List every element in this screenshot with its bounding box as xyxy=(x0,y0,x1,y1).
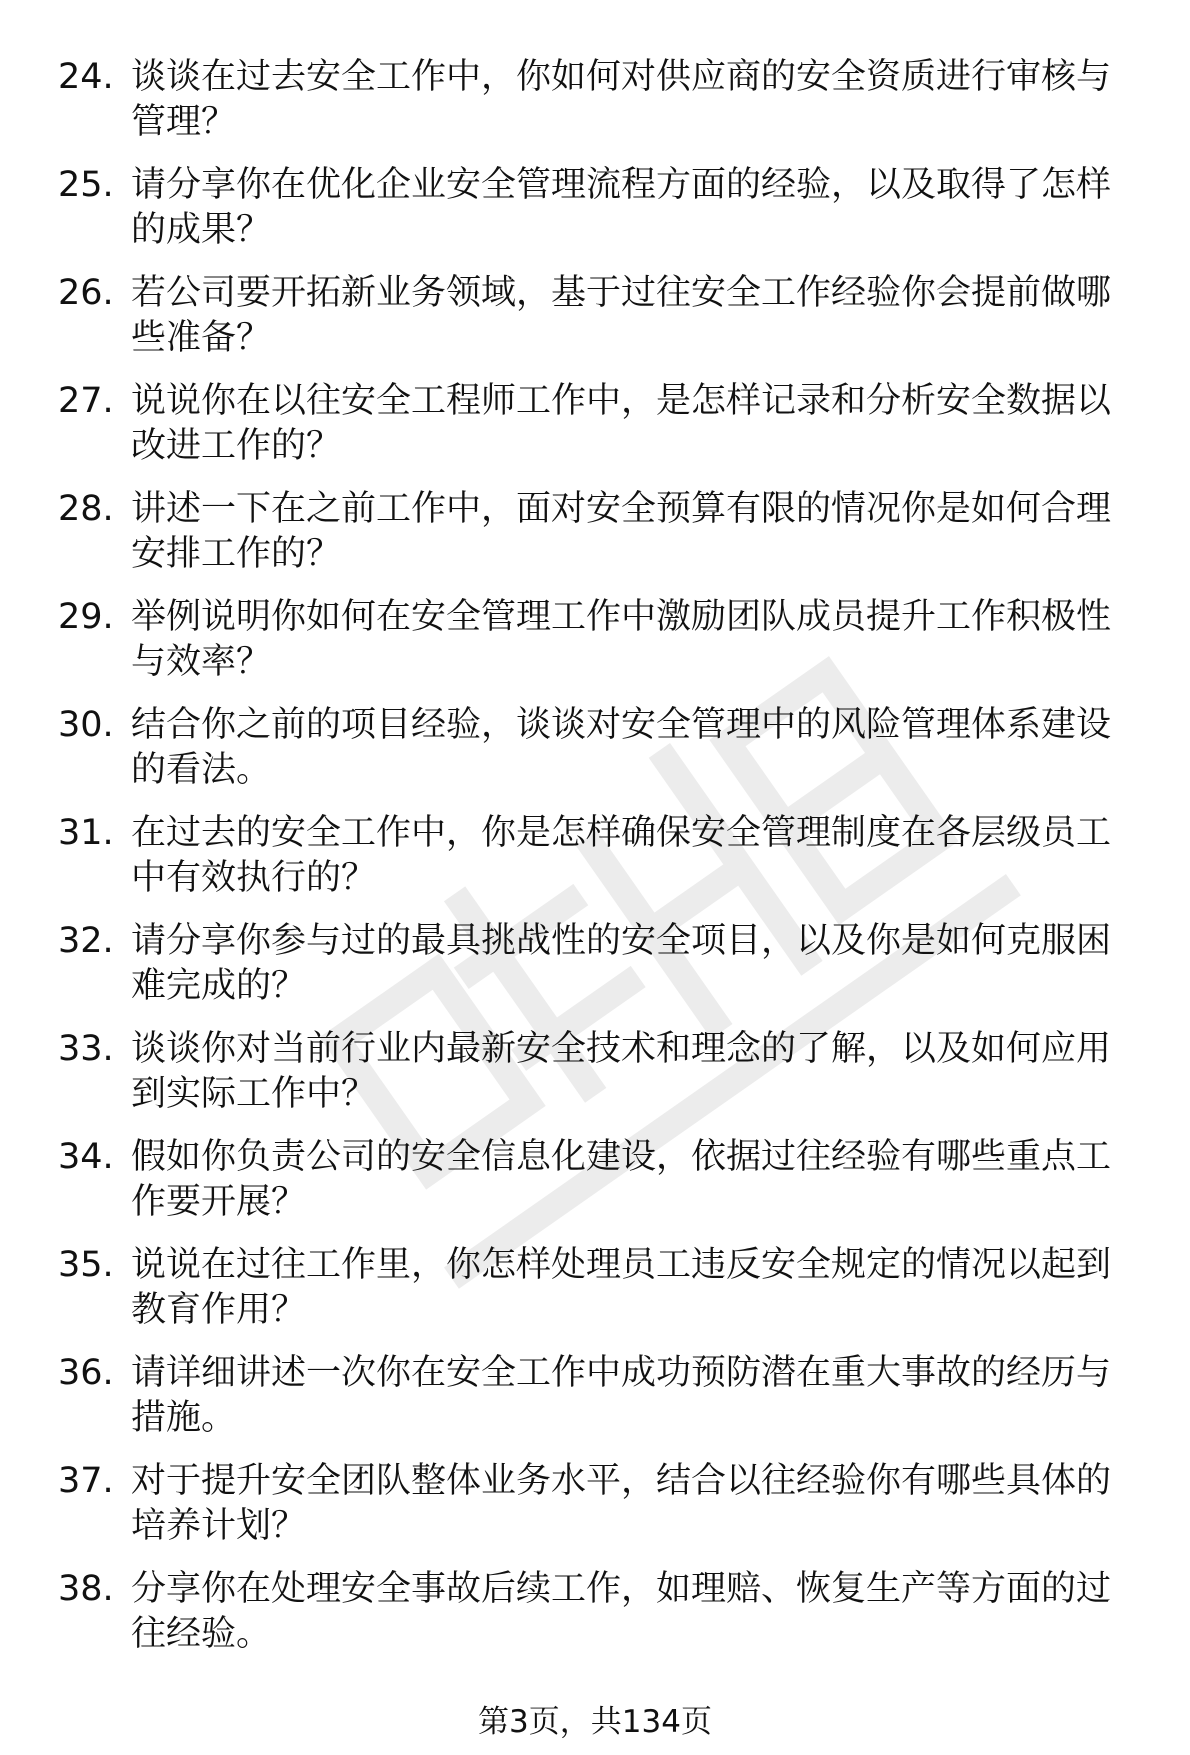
question-number: 38. xyxy=(58,1569,114,1609)
question-text: 举例说明你如何在安全管理工作中激励团队成员提升工作积极性 与效率？ xyxy=(131,597,1112,682)
question-number: 29. xyxy=(58,597,114,637)
question-text: 谈谈你对当前行业内最新安全技术和理念的了解，以及如何应用 到实际工作中？ xyxy=(131,1029,1112,1114)
question-list xyxy=(0,47,1190,1667)
question-number: 35. xyxy=(58,1245,114,1285)
list-item xyxy=(0,263,1190,371)
question-number: 28. xyxy=(58,489,114,529)
list-item xyxy=(0,1451,1190,1559)
list-item xyxy=(0,371,1190,479)
question-text: 假如你负责公司的安全信息化建设，依据过往经验有哪些重点工 作要开展？ xyxy=(131,1137,1112,1222)
question-number: 34. xyxy=(58,1137,114,1177)
question-text: 请详细讲述一次你在安全工作中成功预防潜在重大事故的经历与 措施。 xyxy=(131,1353,1112,1438)
question-number: 30. xyxy=(58,705,114,745)
list-item xyxy=(0,1235,1190,1343)
question-text: 对于提升安全团队整体业务水平，结合以往经验你有哪些具体的 培养计划？ xyxy=(131,1461,1112,1546)
question-text: 请分享你参与过的最具挑战性的安全项目，以及你是如何克服困 难完成的？ xyxy=(131,921,1112,1006)
list-item xyxy=(0,803,1190,911)
list-item xyxy=(0,587,1190,695)
list-item xyxy=(0,1559,1190,1667)
question-text: 讲述一下在之前工作中，面对安全预算有限的情况你是如何合理 安排工作的？ xyxy=(131,489,1112,574)
question-number: 25. xyxy=(58,165,114,205)
question-text: 请分享你在优化企业安全管理流程方面的经验，以及取得了怎样 的成果？ xyxy=(131,165,1112,250)
question-text: 若公司要开拓新业务领域，基于过往安全工作经验你会提前做哪 些准备？ xyxy=(131,273,1112,358)
list-item xyxy=(0,911,1190,1019)
question-number: 31. xyxy=(58,813,114,853)
list-item xyxy=(0,1127,1190,1235)
question-number: 32. xyxy=(58,921,114,961)
question-text: 说说在过往工作里，你怎样处理员工违反安全规定的情况以起到 教育作用？ xyxy=(131,1245,1112,1330)
question-text: 结合你之前的项目经验，谈谈对安全管理中的风险管理体系建设 的看法。 xyxy=(131,705,1112,790)
question-text: 在过去的安全工作中，你是怎样确保安全管理制度在各层级员工 中有效执行的？ xyxy=(131,813,1112,898)
question-number: 36. xyxy=(58,1353,114,1393)
question-number: 33. xyxy=(58,1029,114,1069)
list-item xyxy=(0,1343,1190,1451)
question-number: 37. xyxy=(58,1461,114,1501)
list-item xyxy=(0,47,1190,155)
list-item xyxy=(0,1019,1190,1127)
question-text: 谈谈在过去安全工作中，你如何对供应商的安全资质进行审核与 管理？ xyxy=(131,57,1112,142)
question-number: 27. xyxy=(58,381,114,421)
list-item xyxy=(0,479,1190,587)
list-item xyxy=(0,695,1190,803)
page-number-footer: 第3页，共134页 xyxy=(478,1704,712,1740)
question-number: 24. xyxy=(58,57,114,97)
question-number: 26. xyxy=(58,273,114,313)
question-text: 分享你在处理安全事故后续工作，如理赔、恢复生产等方面的过 往经验。 xyxy=(131,1569,1112,1654)
list-item xyxy=(0,155,1190,263)
question-text: 说说你在以往安全工程师工作中，是怎样记录和分析安全数据以 改进工作的？ xyxy=(131,381,1112,466)
